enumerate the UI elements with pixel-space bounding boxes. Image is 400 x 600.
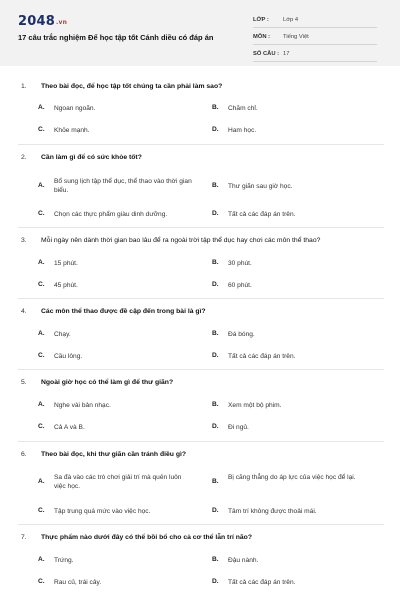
meta-label: MÔN : <box>253 34 271 40</box>
page-title: 17 câu trắc nghiệm Để học tập tốt Cánh diều có đáp án <box>18 33 214 42</box>
option-letter: B. <box>212 330 219 337</box>
option-text: 30 phút. <box>228 260 252 267</box>
option-text: Nghe vài bản nhạc. <box>54 402 111 409</box>
option-text: Trứng. <box>54 557 74 564</box>
option-text: Rau củ, trái cây. <box>54 579 102 586</box>
question-text: Các môn thể thao được đề cập đến trong bài là gì? <box>41 308 206 315</box>
meta-value: 17 <box>283 51 290 57</box>
question-number: 1. <box>21 83 27 90</box>
option-letter: C. <box>38 578 45 585</box>
question-number: 6. <box>21 451 27 458</box>
option-text: Ham học. <box>228 127 257 134</box>
page-header <box>0 0 400 66</box>
question-number: 3. <box>21 237 27 244</box>
logo-text: 2048 <box>18 14 55 29</box>
option-letter: D. <box>212 423 219 430</box>
divider <box>18 298 384 299</box>
option-text: Chọn các thực phẩm giàu dinh dưỡng. <box>54 211 168 218</box>
option-letter: B. <box>212 401 219 408</box>
option-text: Ngoan ngoãn. <box>54 105 96 112</box>
question-text: Mỗi ngày nên dành thời gian bao lâu để ra ngoài trời tập thể dục hay chơi các môn thể thao? <box>41 237 321 244</box>
option-text: Tập trung quá mức vào việc học. <box>54 508 151 515</box>
option-letter: D. <box>212 578 219 585</box>
option-text: 15 phút. <box>54 260 78 267</box>
option-letter: D. <box>212 507 219 514</box>
meta-label: LỚP : <box>253 17 269 23</box>
meta-value: Lớp 4 <box>283 17 299 23</box>
option-letter: B. <box>212 556 219 563</box>
divider <box>18 144 384 145</box>
option-text: Đi ngủ. <box>228 424 249 431</box>
meta-row-subject <box>253 30 377 45</box>
site-logo[interactable] <box>18 14 67 29</box>
option-letter: C. <box>38 352 45 359</box>
logo-suffix: .vn <box>55 19 68 26</box>
question-text: Thực phẩm nào dưới đây có thể bồi bổ cho cả cơ thể lẫn trí não? <box>41 534 252 541</box>
question-number: 7. <box>21 534 27 541</box>
option-text: Đá bóng. <box>228 331 255 338</box>
option-text: Cả A và B. <box>54 424 85 431</box>
question-number: 4. <box>21 308 27 315</box>
option-letter: D. <box>212 126 219 133</box>
question-text: Cần làm gì để có sức khỏe tốt? <box>41 154 142 161</box>
divider <box>18 227 384 228</box>
question-text: Theo bài đọc, để học tập tốt chúng ta cần phải làm sao? <box>41 83 223 90</box>
option-letter: A. <box>38 259 45 266</box>
question-text: Theo bài đọc, khi thư giãn cần tránh điều gì? <box>41 451 187 458</box>
option-letter: C. <box>38 210 45 217</box>
option-text: Khỏe mạnh. <box>54 127 90 134</box>
question-number: 2. <box>21 154 27 161</box>
option-text: Tất cả các đáp án trên. <box>228 353 296 360</box>
meta-label: SỐ CÂU : <box>253 51 280 57</box>
question-text: Ngoài giờ học có thể làm gì để thư giãn? <box>41 379 174 386</box>
divider <box>18 441 384 442</box>
option-letter: D. <box>212 281 219 288</box>
option-letter: A. <box>38 556 45 563</box>
option-text: Tất cả các đáp án trên. <box>228 579 296 586</box>
meta-row-grade <box>253 13 377 28</box>
option-letter: C. <box>38 507 45 514</box>
option-text: Đậu nành. <box>228 557 259 564</box>
option-text: Chăm chỉ. <box>228 105 258 112</box>
option-text: Sa đà vào các trò chơi giải trí mà quên luôn việc học. <box>54 474 182 490</box>
option-letter: C. <box>38 423 45 430</box>
option-text: Tất cả các đáp án trên. <box>228 211 296 218</box>
meta-box <box>253 13 377 64</box>
meta-value: Tiếng Việt <box>283 34 309 40</box>
option-text: Bổ sung lịch tập thể dục, thể thao vào thời gian biểu. <box>54 178 192 194</box>
option-letter: A. <box>38 478 45 485</box>
option-letter: B. <box>212 478 219 485</box>
meta-row-count <box>253 47 377 62</box>
divider <box>18 369 384 370</box>
option-letter: A. <box>38 330 45 337</box>
divider <box>18 524 384 525</box>
option-text: 45 phút. <box>54 282 78 289</box>
option-text: Tâm trí không được thoải mái. <box>228 508 317 515</box>
option-letter: A. <box>38 182 45 189</box>
option-letter: A. <box>38 401 45 408</box>
option-text: Chạy. <box>54 331 71 338</box>
option-text: Cầu lông. <box>54 353 83 360</box>
option-letter: D. <box>212 210 219 217</box>
option-letter: B. <box>212 182 219 189</box>
option-letter: C. <box>38 281 45 288</box>
option-text: 60 phút. <box>228 282 252 289</box>
option-letter: A. <box>38 104 45 111</box>
option-letter: C. <box>38 126 45 133</box>
option-letter: B. <box>212 259 219 266</box>
option-text: Thư giãn sau giờ học. <box>228 183 293 190</box>
option-text: Bị căng thẳng do áp lực của việc học để lại. <box>228 474 356 481</box>
question-number: 5. <box>21 379 27 386</box>
option-letter: B. <box>212 104 219 111</box>
option-text: Xem một bộ phim. <box>228 402 282 409</box>
option-letter: D. <box>212 352 219 359</box>
